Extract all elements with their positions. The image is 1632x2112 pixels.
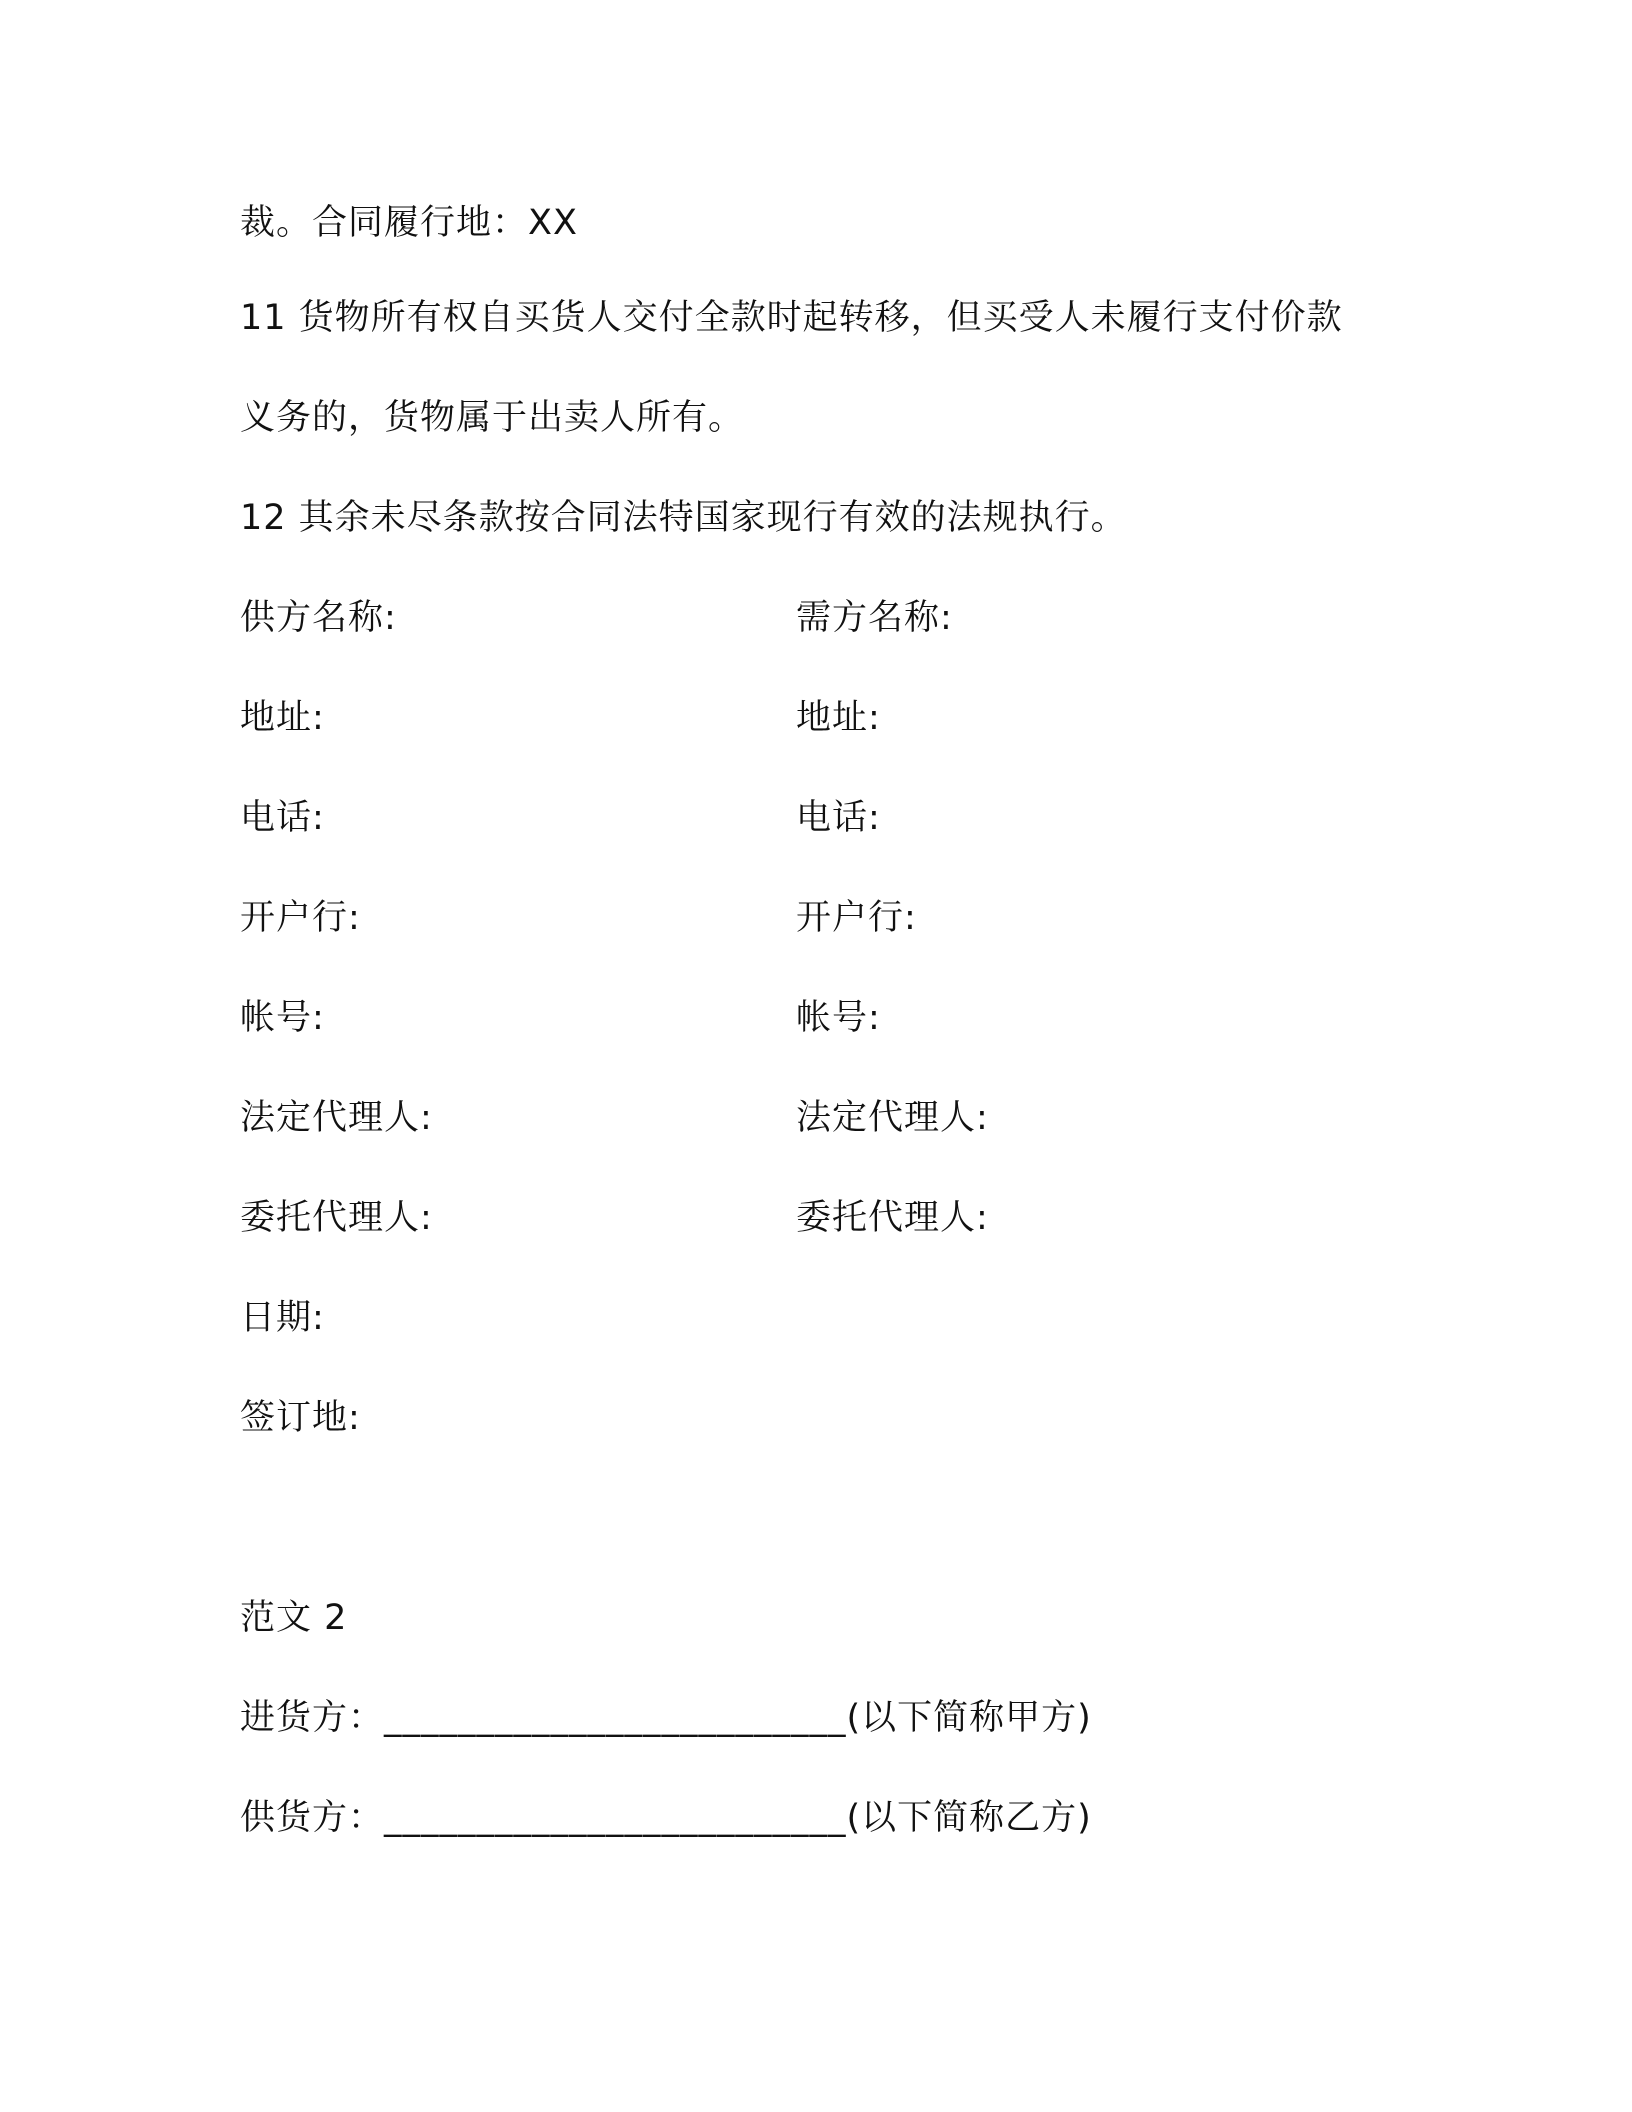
clause-11-line-2: 义务的，货物属于出卖人所有。 bbox=[240, 398, 745, 438]
buyer-account-label: 帐号: bbox=[796, 998, 881, 1038]
purchaser-line: 进货方：_________________________(以下简称甲方) bbox=[240, 1698, 1092, 1738]
buyer-address-label: 地址: bbox=[796, 698, 881, 738]
supplier-phone-label: 电话: bbox=[240, 798, 325, 838]
clause-10-end: 裁。合同履行地：XX bbox=[240, 203, 578, 243]
supplier-name-label: 供方名称: bbox=[240, 598, 397, 638]
clause-11-line-1: 11 货物所有权自买货人交付全款时起转移，但买受人未履行支付价款 bbox=[240, 298, 1343, 338]
supplier-legal-agent-label: 法定代理人: bbox=[240, 1098, 433, 1138]
buyer-entrusted-agent-label: 委托代理人: bbox=[796, 1198, 989, 1238]
buyer-name-label: 需方名称: bbox=[796, 598, 953, 638]
signing-place-label: 签订地: bbox=[240, 1398, 361, 1438]
supplier-address-label: 地址: bbox=[240, 698, 325, 738]
date-label: 日期: bbox=[240, 1298, 325, 1338]
clause-12: 12 其余未尽条款按合同法特国家现行有效的法规执行。 bbox=[240, 498, 1127, 538]
supplier-bank-label: 开户行: bbox=[240, 898, 361, 938]
buyer-bank-label: 开户行: bbox=[796, 898, 917, 938]
buyer-legal-agent-label: 法定代理人: bbox=[796, 1098, 989, 1138]
supplier-account-label: 帐号: bbox=[240, 998, 325, 1038]
supplier-line: 供货方：_________________________(以下简称乙方) bbox=[240, 1798, 1092, 1838]
supplier-entrusted-agent-label: 委托代理人: bbox=[240, 1198, 433, 1238]
sample-2-heading: 范文 2 bbox=[240, 1598, 348, 1638]
buyer-phone-label: 电话: bbox=[796, 798, 881, 838]
